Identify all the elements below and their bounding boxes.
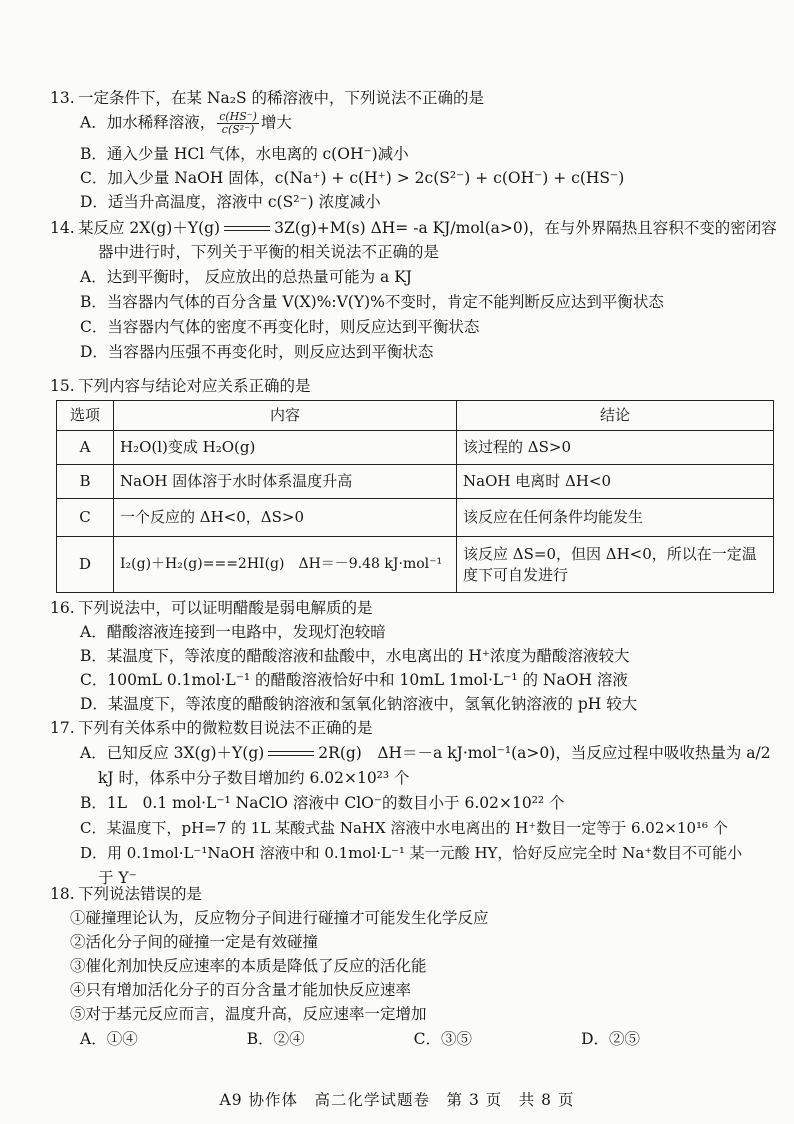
option-a-text: A．已知反应 3X(g)＋Y(g): [80, 744, 265, 762]
question-15: [50, 376, 780, 593]
fraction-numerator: c(HS⁻): [219, 110, 257, 123]
table-row: [57, 431, 774, 465]
question-number: 16.: [50, 599, 75, 617]
question-number: 18.: [50, 885, 75, 903]
question-17: [50, 718, 780, 889]
question-14: [50, 218, 780, 363]
answer-table: [56, 400, 774, 593]
question-stem: 下列内容与结论对应关系正确的是: [78, 377, 311, 395]
question-stem: [78, 218, 777, 239]
statement-item: ①碰撞理论认为，反应物分子间进行碰撞才可能发生化学反应: [70, 909, 489, 927]
option-a-suffix: 增大: [260, 113, 292, 132]
question-13: [50, 88, 780, 213]
question-number: 15.: [50, 377, 75, 395]
header-conclusion: 结论: [457, 401, 774, 431]
table-cell: 该过程的 ΔS>0: [457, 431, 774, 465]
statement-item: ②活化分子间的碰撞一定是有效碰撞: [70, 933, 319, 951]
question-stem: 下列说法错误的是: [78, 885, 203, 903]
option-a-text: 2R(g) ΔH＝－a kJ·mol⁻¹(a>0)，当反应过程中吸收热量为 a/2: [318, 744, 771, 762]
question-stem: 下列有关体系中的微粒数目说法不正确的是: [78, 719, 373, 737]
table-cell: H₂O(l)变成 H₂O(g): [114, 431, 457, 465]
equilibrium-arrow-icon: [268, 749, 314, 759]
fraction: [217, 111, 259, 136]
table-row: [57, 537, 774, 593]
option-d: D．用 0.1mol·L⁻¹NaOH 溶液中和 0.1mol·L⁻¹ 某一元酸 HY，恰好反应完全时 Na⁺数目不可能小: [80, 844, 743, 862]
page-footer: A9 协作体 高二化学试题卷 第 3 页 共 8 页: [219, 1091, 575, 1109]
option-c: C．某温度下，pH=7 的 1L 某酸式盐 NaHX 溶液中水电离出的 H⁺数目一定等于 6.02×10¹⁶ 个: [80, 819, 728, 837]
stem-part: 3Z(g)+M(s) ΔH= -a KJ/mol(a>0)，在与外界隔热且容积不变的密闭容: [274, 219, 777, 237]
choice-d: D．②⑤: [581, 1030, 640, 1048]
question-stem: 一定条件下，在某 Na₂S 的稀溶液中，下列说法不正确的是: [78, 89, 484, 107]
option-a: A．达到平衡时， 反应放出的总热量可能为 a KJ: [80, 268, 413, 286]
stem-part: 某反应 2X(g)＋Y(g): [78, 219, 221, 237]
option-a: A．醋酸溶液连接到一电路中，发现灯泡较暗: [80, 623, 386, 641]
statement-item: ⑤对于基元反应而言，温度升高，反应速率一定增加: [70, 1005, 427, 1023]
option-c: C．100mL 0.1mol·L⁻¹ 的醋酸溶液恰好中和 10mL 1mol·L⁻¹ 的 NaOH 溶液: [80, 671, 628, 689]
table-cell: 该反应 ΔS=0，但因 ΔH<0，所以在一定温度下可自发进行: [457, 537, 774, 593]
question-18: [50, 884, 780, 1050]
choice-b: B．②④: [246, 1030, 305, 1048]
option-d: D．适当升高温度，溶液中 c(S²⁻) 浓度减小: [80, 193, 381, 211]
answer-choices: [50, 1029, 640, 1050]
option-d: D．当容器内压强不再变化时，则反应达到平衡状态: [80, 343, 434, 361]
question-stem: 下列说法中，可以证明醋酸是弱电解质的是: [78, 599, 373, 617]
table-cell: NaOH 固体溶于水时体系温度升高: [114, 465, 457, 499]
question-number: 14.: [50, 219, 75, 237]
table-header-row: [57, 401, 774, 431]
equilibrium-arrow-icon: [224, 224, 270, 234]
choice-a: A．①④: [80, 1030, 138, 1048]
header-option: 选项: [57, 401, 114, 431]
option-b: B．通入少量 HCl 气体，水电离的 c(OH⁻)减小: [80, 145, 409, 163]
table-cell: NaOH 电离时 ΔH<0: [457, 465, 774, 499]
table-row: [57, 465, 774, 499]
question-number: 17.: [50, 719, 75, 737]
option-c: C．当容器内气体的密度不再变化时，则反应达到平衡状态: [80, 318, 480, 336]
table-cell: B: [57, 465, 114, 499]
table-cell: A: [57, 431, 114, 465]
option-b: B．1L 0.1 mol·L⁻¹ NaClO 溶液中 ClO⁻的数目小于 6.02×10²² 个: [80, 794, 565, 812]
fraction-denominator: c(S²⁻): [221, 123, 255, 136]
option-a-continuation: kJ 时，体系中分子数目增加约 6.02×10²³ 个: [98, 769, 410, 787]
option-d-continuation: 于 Y⁻: [98, 869, 137, 887]
statement-item: ③催化剂加快反应速率的本质是降低了反应的活化能: [70, 957, 427, 975]
table-row: [57, 499, 774, 537]
question-16: [50, 598, 780, 715]
option-b: B．当容器内气体的百分含量 V(X)%:V(Y)%不变时，肯定不能判断反应达到平衡状态: [80, 293, 664, 311]
option-a: [50, 743, 780, 764]
choice-c: C．③⑤: [413, 1030, 473, 1048]
table-cell: 一个反应的 ΔH<0，ΔS>0: [114, 499, 457, 537]
option-c: C．加入少量 NaOH 固体，c(Na⁺) + c(H⁺) > 2c(S²⁻) + c(OH⁻) + c(HS⁻): [80, 169, 625, 187]
table-cell: 该反应在任何条件均能发生: [457, 499, 774, 537]
stem-continuation: 器中进行时，下列关于平衡的相关说法不正确的是: [98, 243, 440, 261]
table-cell: I₂(g)＋H₂(g)===2HI(g) ΔH＝－9.48 kJ·mol⁻¹: [114, 537, 457, 593]
option-b: B．某温度下，等浓度的醋酸溶液和盐酸中，水电离出的 H⁺浓度为醋酸溶液较大: [80, 647, 630, 665]
question-number: 13.: [50, 89, 75, 107]
table-cell: D: [57, 537, 114, 593]
table-cell: C: [57, 499, 114, 537]
header-content: 内容: [114, 401, 457, 431]
option-a: [50, 111, 780, 136]
option-a-text: A．加水稀释溶液，: [80, 113, 216, 132]
statement-item: ④只有增加活化分子的百分含量才能加快反应速率: [70, 981, 412, 999]
option-d: D．某温度下，等浓度的醋酸钠溶液和氢氧化钠溶液中，氢氧化钠溶液的 pH 较大: [80, 695, 638, 713]
